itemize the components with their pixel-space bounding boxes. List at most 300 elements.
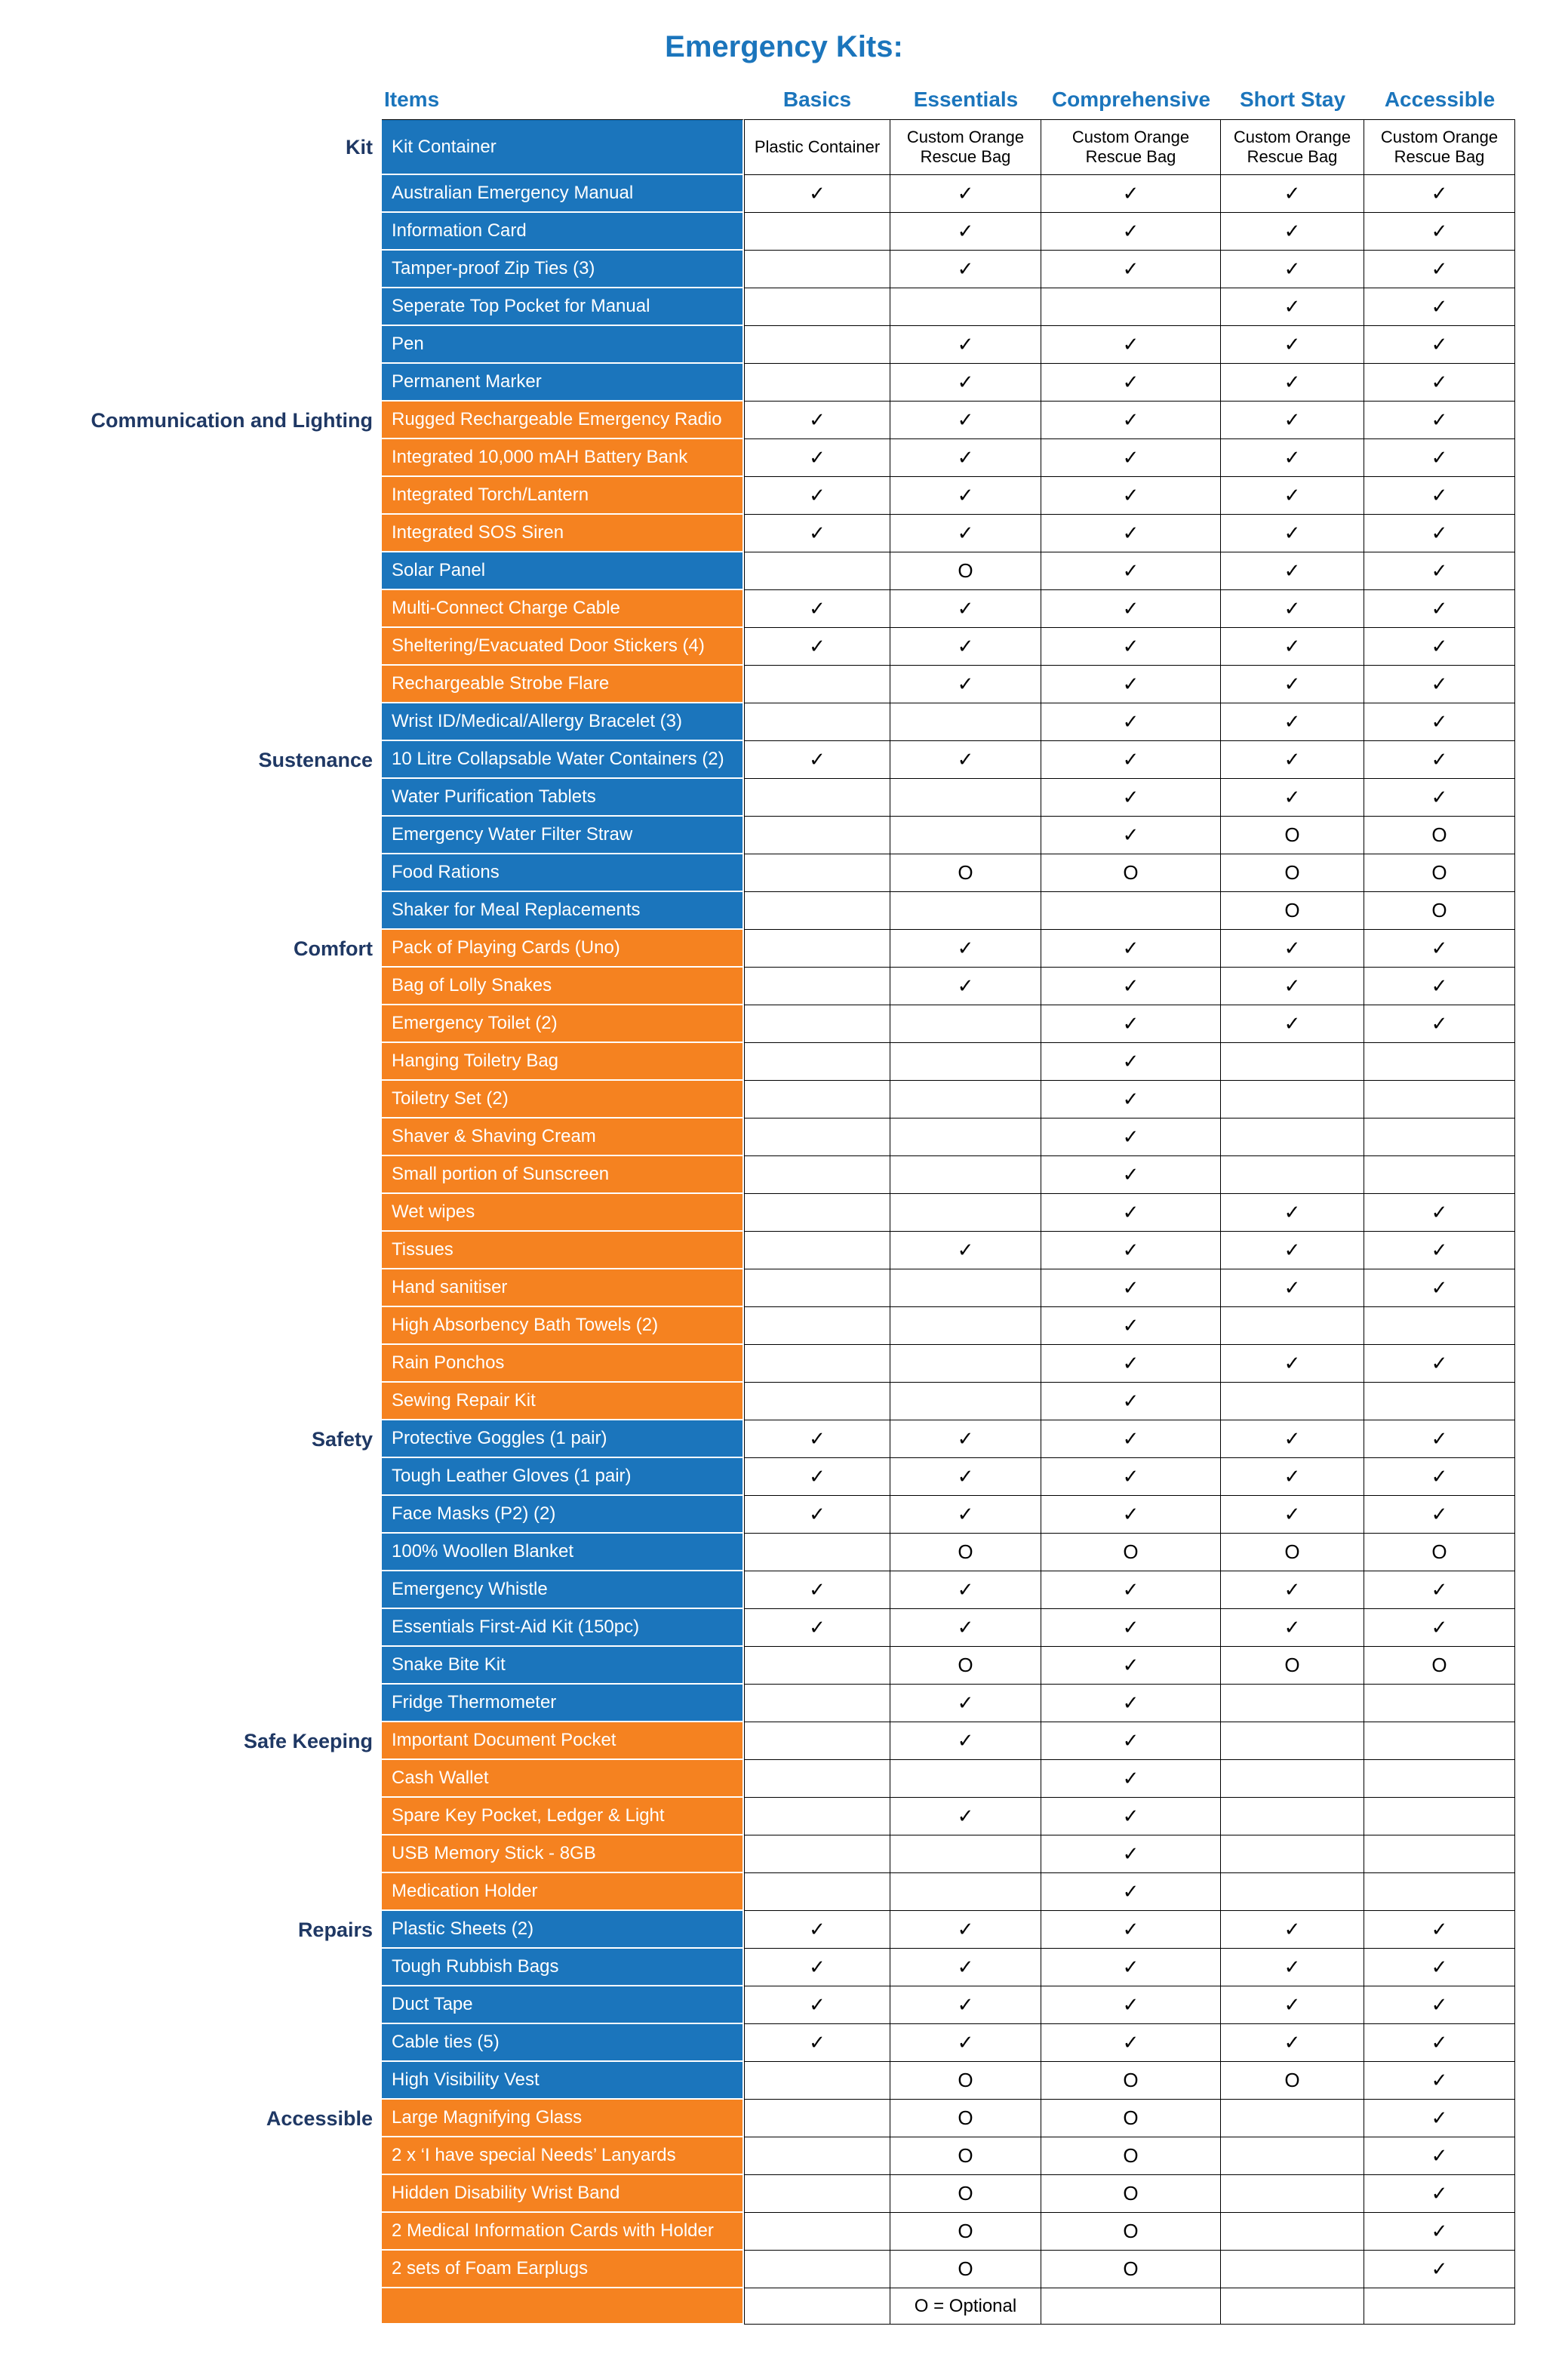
optional-mark-cell: O <box>1041 854 1221 892</box>
check-mark-cell: ✓ <box>1364 1420 1515 1458</box>
category-cell <box>53 590 382 628</box>
check-mark-cell: ✓ <box>1364 741 1515 779</box>
empty-mark-cell <box>890 1081 1041 1118</box>
category-cell <box>53 1043 382 1081</box>
item-cell: Kit Container <box>382 119 744 175</box>
container-value-cell: Plastic Container <box>744 119 890 175</box>
item-cell: Medication Holder <box>382 1873 744 1911</box>
empty-mark-cell <box>1364 1156 1515 1194</box>
item-cell: Tough Rubbish Bags <box>382 1949 744 1986</box>
category-cell <box>53 251 382 288</box>
check-mark-cell: ✓ <box>1221 1609 1364 1647</box>
empty-mark-cell <box>744 2175 890 2213</box>
check-mark-cell: ✓ <box>1041 251 1221 288</box>
empty-mark-cell <box>744 288 890 326</box>
empty-mark-cell <box>1364 1760 1515 1798</box>
item-cell: Emergency Water Filter Straw <box>382 817 744 854</box>
check-mark-cell: ✓ <box>1041 817 1221 854</box>
check-mark-cell: ✓ <box>1364 477 1515 515</box>
check-mark-cell: ✓ <box>744 477 890 515</box>
optional-mark-cell: O <box>890 2062 1041 2100</box>
table-row <box>53 1043 1515 1081</box>
category-cell <box>53 2288 382 2325</box>
optional-mark-cell: O <box>1221 1647 1364 1685</box>
item-cell: Large Magnifying Glass <box>382 2100 744 2137</box>
category-cell <box>53 1534 382 1571</box>
check-mark-cell: ✓ <box>890 628 1041 666</box>
category-cell <box>53 1232 382 1269</box>
optional-mark-cell: O <box>890 1647 1041 1685</box>
table-row <box>53 817 1515 854</box>
item-cell: Small portion of Sunscreen <box>382 1156 744 1194</box>
check-mark-cell: ✓ <box>1364 2213 1515 2251</box>
item-cell: Snake Bite Kit <box>382 1647 744 1685</box>
empty-mark-cell <box>1221 1685 1364 1722</box>
category-cell <box>53 1873 382 1911</box>
item-cell: Duct Tape <box>382 1986 744 2024</box>
optional-mark-cell: O <box>1041 2100 1221 2137</box>
check-mark-cell: ✓ <box>744 439 890 477</box>
check-mark-cell: ✓ <box>1364 2137 1515 2175</box>
empty-mark-cell <box>1364 1685 1515 1722</box>
empty-mark-cell <box>744 2288 890 2325</box>
table-row <box>53 364 1515 402</box>
empty-mark-cell <box>890 892 1041 930</box>
optional-mark-cell: O <box>890 1534 1041 1571</box>
table-row <box>53 1798 1515 1835</box>
check-mark-cell: ✓ <box>1041 326 1221 364</box>
empty-mark-cell <box>1221 1383 1364 1420</box>
empty-mark-cell <box>1364 1835 1515 1873</box>
table-row <box>53 1194 1515 1232</box>
check-mark-cell: ✓ <box>890 666 1041 703</box>
category-label: Kit <box>346 135 373 158</box>
item-cell: Rechargeable Strobe Flare <box>382 666 744 703</box>
table-row <box>53 1949 1515 1986</box>
empty-mark-cell <box>744 892 890 930</box>
check-mark-cell: ✓ <box>890 968 1041 1005</box>
check-mark-cell: ✓ <box>1041 1685 1221 1722</box>
empty-mark-cell <box>744 817 890 854</box>
empty-mark-cell <box>744 930 890 968</box>
empty-mark-cell <box>744 1345 890 1383</box>
table-row <box>53 552 1515 590</box>
container-value-cell: Custom Orange Rescue Bag <box>1041 119 1221 175</box>
check-mark-cell: ✓ <box>744 515 890 552</box>
table-row <box>53 703 1515 741</box>
optional-mark-cell: O <box>1041 2213 1221 2251</box>
category-cell <box>53 1383 382 1420</box>
optional-mark-cell: O <box>1364 1647 1515 1685</box>
empty-mark-cell <box>744 2213 890 2251</box>
item-cell: 100% Woollen Blanket <box>382 1534 744 1571</box>
table-row <box>53 2213 1515 2251</box>
optional-mark-cell: O <box>890 854 1041 892</box>
category-label: Safety <box>311 1427 373 1451</box>
column-header-basics: Basics <box>782 88 852 111</box>
check-mark-cell: ✓ <box>744 2024 890 2062</box>
category-cell <box>53 741 382 779</box>
table-row <box>53 1534 1515 1571</box>
empty-mark-cell <box>890 1156 1041 1194</box>
check-mark-cell: ✓ <box>890 213 1041 251</box>
check-mark-cell: ✓ <box>1041 1458 1221 1496</box>
check-mark-cell: ✓ <box>1041 1986 1221 2024</box>
empty-mark-cell <box>1041 288 1221 326</box>
category-cell <box>53 1005 382 1043</box>
check-mark-cell: ✓ <box>1221 1496 1364 1534</box>
check-mark-cell: ✓ <box>1364 1949 1515 1986</box>
optional-mark-cell: O <box>1041 1534 1221 1571</box>
empty-mark-cell <box>890 1345 1041 1383</box>
check-mark-cell: ✓ <box>1364 251 1515 288</box>
empty-mark-cell <box>1221 1835 1364 1873</box>
category-cell <box>53 1798 382 1835</box>
category-cell <box>53 1722 382 1760</box>
empty-mark-cell <box>1221 1156 1364 1194</box>
check-mark-cell: ✓ <box>1221 930 1364 968</box>
item-cell: Integrated Torch/Lantern <box>382 477 744 515</box>
item-cell: Rain Ponchos <box>382 1345 744 1383</box>
check-mark-cell: ✓ <box>1041 1949 1221 1986</box>
check-mark-cell: ✓ <box>1041 439 1221 477</box>
item-cell: Bag of Lolly Snakes <box>382 968 744 1005</box>
check-mark-cell: ✓ <box>1221 968 1364 1005</box>
check-mark-cell: ✓ <box>1041 628 1221 666</box>
item-cell: Multi-Connect Charge Cable <box>382 590 744 628</box>
category-cell <box>53 2251 382 2288</box>
check-mark-cell: ✓ <box>1221 1194 1364 1232</box>
optional-mark-cell: O <box>890 2137 1041 2175</box>
table-row <box>53 75 1515 119</box>
item-cell: High Visibility Vest <box>382 2062 744 2100</box>
empty-mark-cell <box>744 1232 890 1269</box>
check-mark-cell: ✓ <box>890 1685 1041 1722</box>
item-cell: Pen <box>382 326 744 364</box>
check-mark-cell: ✓ <box>1041 515 1221 552</box>
check-mark-cell: ✓ <box>1364 402 1515 439</box>
check-mark-cell: ✓ <box>1364 552 1515 590</box>
empty-mark-cell <box>744 1873 890 1911</box>
category-cell <box>53 930 382 968</box>
table-row <box>53 628 1515 666</box>
empty-mark-cell <box>1364 1043 1515 1081</box>
check-mark-cell: ✓ <box>744 1458 890 1496</box>
item-cell: 2 x ‘I have special Needs’ Lanyards <box>382 2137 744 2175</box>
category-cell <box>53 175 382 213</box>
table-row <box>53 854 1515 892</box>
check-mark-cell: ✓ <box>890 251 1041 288</box>
column-header-comprehensive: Comprehensive <box>1051 88 1211 111</box>
empty-mark-cell <box>890 1835 1041 1873</box>
category-cell <box>53 1194 382 1232</box>
empty-mark-cell <box>890 1194 1041 1232</box>
item-cell: Important Document Pocket <box>382 1722 744 1760</box>
table-row <box>53 119 1515 175</box>
check-mark-cell: ✓ <box>1221 439 1364 477</box>
empty-mark-cell <box>744 1835 890 1873</box>
check-mark-cell: ✓ <box>1221 2024 1364 2062</box>
container-value-cell: Custom Orange Rescue Bag <box>1364 119 1515 175</box>
column-header-short-stay: Short Stay <box>1239 88 1346 111</box>
check-mark-cell: ✓ <box>1364 288 1515 326</box>
empty-mark-cell <box>890 779 1041 817</box>
item-cell: Water Purification Tablets <box>382 779 744 817</box>
category-cell <box>53 1609 382 1647</box>
empty-mark-cell <box>744 251 890 288</box>
category-header-spacer <box>53 75 382 119</box>
item-cell: Hidden Disability Wrist Band <box>382 2175 744 2213</box>
table-row <box>53 2100 1515 2137</box>
table-row <box>53 1760 1515 1798</box>
empty-mark-cell <box>1221 1043 1364 1081</box>
check-mark-cell: ✓ <box>1364 2100 1515 2137</box>
item-cell: Essentials First-Aid Kit (150pc) <box>382 1609 744 1647</box>
table-row <box>53 741 1515 779</box>
item-cell: Tough Leather Gloves (1 pair) <box>382 1458 744 1496</box>
table-row <box>53 2024 1515 2062</box>
empty-mark-cell <box>890 1873 1041 1911</box>
check-mark-cell: ✓ <box>1221 251 1364 288</box>
item-cell: Sheltering/Evacuated Door Stickers (4) <box>382 628 744 666</box>
check-mark-cell: ✓ <box>1221 1232 1364 1269</box>
check-mark-cell: ✓ <box>1041 1760 1221 1798</box>
item-cell: Shaker for Meal Replacements <box>382 892 744 930</box>
table-row <box>53 590 1515 628</box>
check-mark-cell: ✓ <box>1041 1911 1221 1949</box>
optional-mark-cell: O <box>1364 854 1515 892</box>
table-row <box>53 251 1515 288</box>
category-cell <box>53 1269 382 1307</box>
empty-mark-cell <box>890 817 1041 854</box>
check-mark-cell: ✓ <box>1041 1118 1221 1156</box>
optional-mark-cell: O <box>1364 892 1515 930</box>
category-cell <box>53 1156 382 1194</box>
optional-mark-cell: O <box>1221 817 1364 854</box>
check-mark-cell: ✓ <box>1041 175 1221 213</box>
category-label: Communication and Lighting <box>91 408 373 432</box>
check-mark-cell: ✓ <box>890 175 1041 213</box>
empty-mark-cell <box>890 1043 1041 1081</box>
category-cell <box>53 213 382 251</box>
table-row <box>53 1873 1515 1911</box>
item-cell: Spare Key Pocket, Ledger & Light <box>382 1798 744 1835</box>
category-label: Repairs <box>297 1918 373 1941</box>
optional-mark-cell: O <box>890 2175 1041 2213</box>
optional-mark-cell: O <box>1364 817 1515 854</box>
check-mark-cell: ✓ <box>1364 175 1515 213</box>
table-row <box>53 1005 1515 1043</box>
category-cell <box>53 1986 382 2024</box>
check-mark-cell: ✓ <box>1041 2024 1221 2062</box>
table-row <box>53 1307 1515 1345</box>
table-row <box>53 515 1515 552</box>
empty-mark-cell <box>744 1722 890 1760</box>
empty-mark-cell <box>1221 2175 1364 2213</box>
category-cell <box>53 1571 382 1609</box>
table-row <box>53 288 1515 326</box>
check-mark-cell: ✓ <box>1364 590 1515 628</box>
check-mark-cell: ✓ <box>1364 1496 1515 1534</box>
check-mark-cell: ✓ <box>890 439 1041 477</box>
check-mark-cell: ✓ <box>1364 1345 1515 1383</box>
check-mark-cell: ✓ <box>1221 1345 1364 1383</box>
empty-mark-cell <box>890 1307 1041 1345</box>
empty-mark-cell <box>744 703 890 741</box>
check-mark-cell: ✓ <box>744 590 890 628</box>
check-mark-cell: ✓ <box>1364 213 1515 251</box>
item-cell: Australian Emergency Manual <box>382 175 744 213</box>
category-cell <box>53 1420 382 1458</box>
empty-mark-cell <box>1364 1307 1515 1345</box>
table-row <box>53 1345 1515 1383</box>
check-mark-cell: ✓ <box>1364 2175 1515 2213</box>
check-mark-cell: ✓ <box>1221 364 1364 402</box>
check-mark-cell: ✓ <box>890 1571 1041 1609</box>
empty-mark-cell <box>744 2100 890 2137</box>
empty-mark-cell <box>744 213 890 251</box>
table-row <box>53 1118 1515 1156</box>
empty-mark-cell <box>744 1798 890 1835</box>
optional-mark-cell: O <box>1364 1534 1515 1571</box>
check-mark-cell: ✓ <box>1221 1458 1364 1496</box>
empty-mark-cell <box>1221 2251 1364 2288</box>
empty-mark-cell <box>744 779 890 817</box>
empty-mark-cell <box>744 1269 890 1307</box>
check-mark-cell: ✓ <box>1221 1986 1364 2024</box>
category-cell <box>53 326 382 364</box>
category-cell <box>53 628 382 666</box>
table-row <box>53 175 1515 213</box>
item-cell: Tamper-proof Zip Ties (3) <box>382 251 744 288</box>
item-cell: Sewing Repair Kit <box>382 1383 744 1420</box>
category-cell <box>53 119 382 175</box>
table-row <box>53 2175 1515 2213</box>
table-row <box>53 968 1515 1005</box>
category-cell <box>53 1307 382 1345</box>
check-mark-cell: ✓ <box>1041 1156 1221 1194</box>
table-row <box>53 1383 1515 1420</box>
empty-mark-cell <box>744 1534 890 1571</box>
check-mark-cell: ✓ <box>1041 1571 1221 1609</box>
page-title: Emergency Kits: <box>665 30 903 63</box>
container-value-cell: Custom Orange Rescue Bag <box>890 119 1041 175</box>
check-mark-cell: ✓ <box>1041 1798 1221 1835</box>
empty-mark-cell <box>1221 2100 1364 2137</box>
empty-mark-cell <box>1364 1873 1515 1911</box>
empty-mark-cell <box>744 1307 890 1345</box>
check-mark-cell: ✓ <box>1364 930 1515 968</box>
empty-mark-cell <box>1221 1760 1364 1798</box>
category-cell <box>53 2175 382 2213</box>
empty-mark-cell <box>890 703 1041 741</box>
check-mark-cell: ✓ <box>1041 552 1221 590</box>
category-cell <box>53 1760 382 1798</box>
category-cell <box>53 2213 382 2251</box>
table-row <box>53 2251 1515 2288</box>
check-mark-cell: ✓ <box>1221 1269 1364 1307</box>
item-cell: Cable ties (5) <box>382 2024 744 2062</box>
table-row <box>53 326 1515 364</box>
table-row <box>53 402 1515 439</box>
check-mark-cell: ✓ <box>1041 1081 1221 1118</box>
optional-mark-cell: O <box>890 2251 1041 2288</box>
table-row <box>53 1156 1515 1194</box>
category-cell <box>53 439 382 477</box>
table-row <box>53 2062 1515 2100</box>
category-cell <box>53 1949 382 1986</box>
table-row <box>53 1571 1515 1609</box>
check-mark-cell: ✓ <box>1221 1571 1364 1609</box>
check-mark-cell: ✓ <box>1364 1986 1515 2024</box>
category-cell <box>53 1345 382 1383</box>
table-row <box>53 477 1515 515</box>
category-cell <box>53 552 382 590</box>
category-cell <box>53 515 382 552</box>
check-mark-cell: ✓ <box>1364 2024 1515 2062</box>
table-row <box>53 1986 1515 2024</box>
category-label: Accessible <box>266 2106 373 2130</box>
check-mark-cell: ✓ <box>890 590 1041 628</box>
item-cell: USB Memory Stick - 8GB <box>382 1835 744 1873</box>
empty-mark-cell <box>1364 1383 1515 1420</box>
item-cell: Wet wipes <box>382 1194 744 1232</box>
optional-mark-cell: O <box>1041 2137 1221 2175</box>
check-mark-cell: ✓ <box>1364 515 1515 552</box>
check-mark-cell: ✓ <box>1364 1194 1515 1232</box>
item-cell: 10 Litre Collapsable Water Containers (2) <box>382 741 744 779</box>
check-mark-cell: ✓ <box>1364 628 1515 666</box>
check-mark-cell: ✓ <box>890 1986 1041 2024</box>
table-row <box>53 1496 1515 1534</box>
empty-mark-cell <box>744 1043 890 1081</box>
empty-mark-cell <box>744 552 890 590</box>
check-mark-cell: ✓ <box>1041 1345 1221 1383</box>
check-mark-cell: ✓ <box>1041 666 1221 703</box>
check-mark-cell: ✓ <box>1221 628 1364 666</box>
emergency-kits-table-wrap <box>53 17 1515 2325</box>
category-cell <box>53 2024 382 2062</box>
check-mark-cell: ✓ <box>744 1420 890 1458</box>
check-mark-cell: ✓ <box>1364 666 1515 703</box>
table-row <box>53 930 1515 968</box>
optional-mark-cell: O <box>1041 2175 1221 2213</box>
check-mark-cell: ✓ <box>1041 1232 1221 1269</box>
optional-mark-cell: O <box>1221 892 1364 930</box>
check-mark-cell: ✓ <box>1221 1949 1364 1986</box>
category-cell <box>53 1458 382 1496</box>
empty-mark-cell <box>1221 1873 1364 1911</box>
check-mark-cell: ✓ <box>1364 779 1515 817</box>
check-mark-cell: ✓ <box>1364 2062 1515 2100</box>
check-mark-cell: ✓ <box>890 402 1041 439</box>
check-mark-cell: ✓ <box>1221 1005 1364 1043</box>
category-cell <box>53 364 382 402</box>
item-cell: Information Card <box>382 213 744 251</box>
empty-mark-cell <box>1221 1118 1364 1156</box>
optional-mark-cell: O <box>1221 2062 1364 2100</box>
category-cell <box>53 1496 382 1534</box>
check-mark-cell: ✓ <box>744 402 890 439</box>
category-cell <box>53 854 382 892</box>
empty-mark-cell <box>1364 1722 1515 1760</box>
empty-mark-cell <box>744 1081 890 1118</box>
table-row <box>53 2288 1515 2325</box>
check-mark-cell: ✓ <box>1041 703 1221 741</box>
category-cell <box>53 1081 382 1118</box>
item-cell: Rugged Rechargeable Emergency Radio <box>382 402 744 439</box>
table-row <box>53 1835 1515 1873</box>
